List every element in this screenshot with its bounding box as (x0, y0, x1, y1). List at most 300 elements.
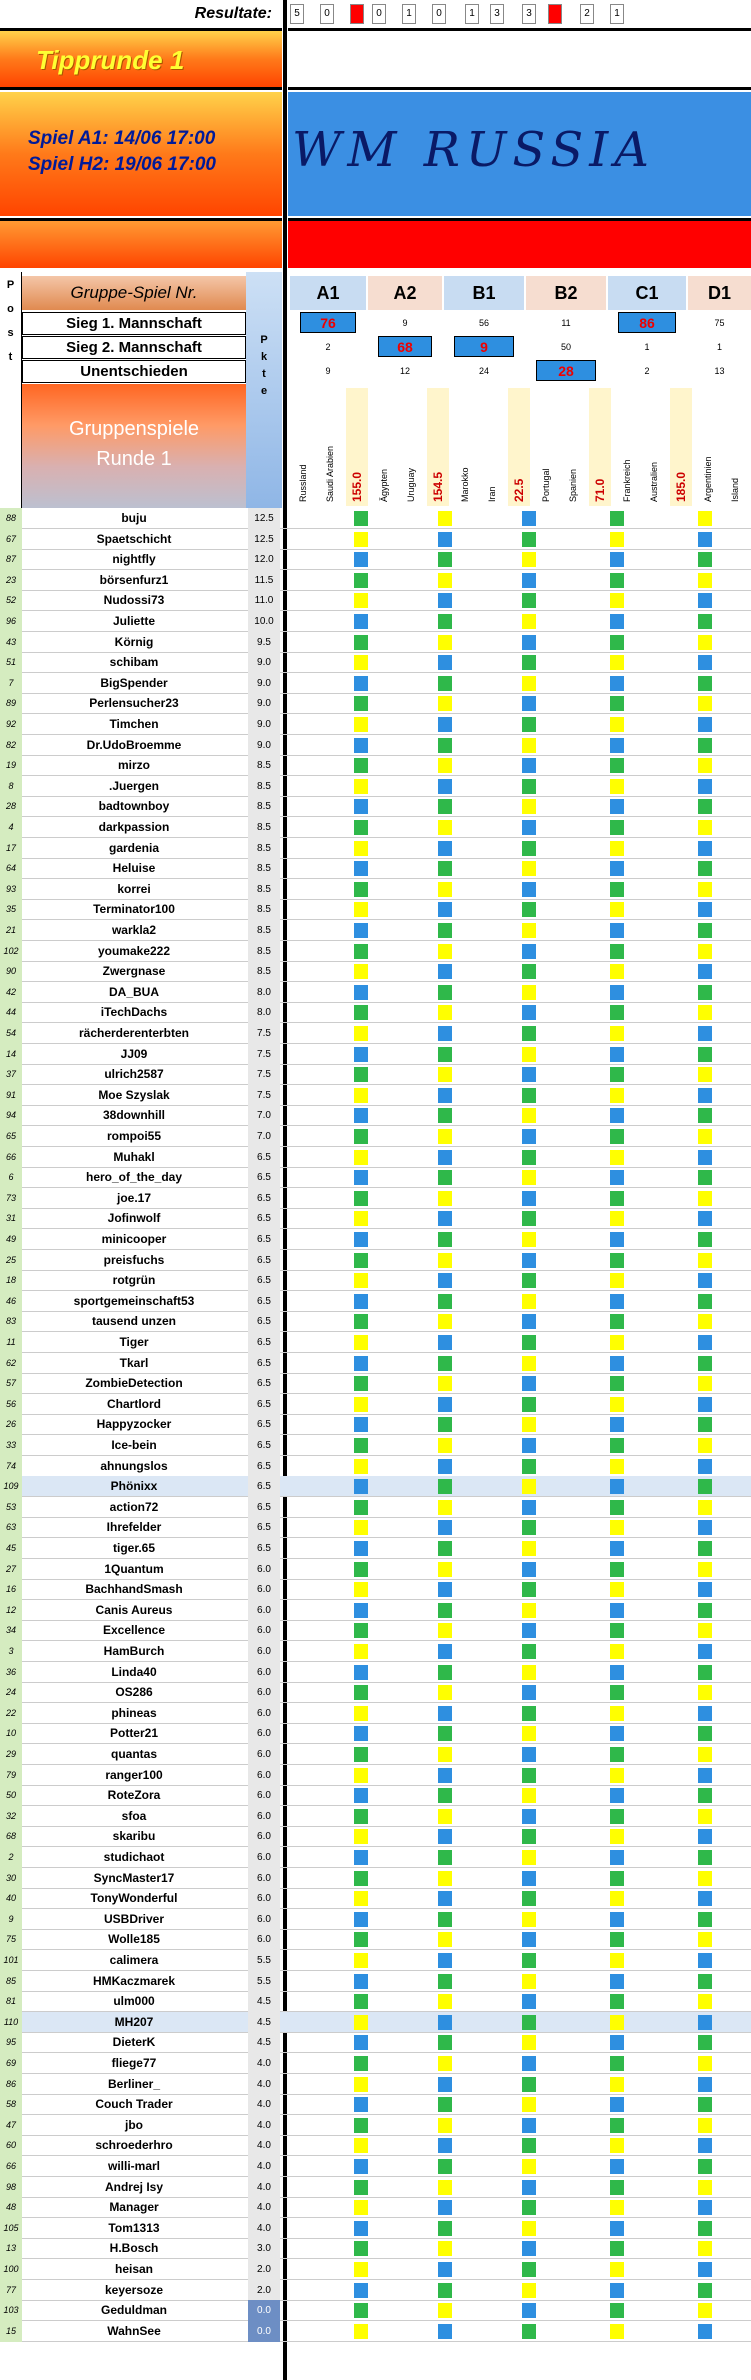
player-name: Tom1313 (108, 2220, 160, 2235)
player-row[interactable] (0, 755, 751, 776)
player-points: 12.5 (248, 508, 280, 529)
red-strip (288, 218, 751, 268)
tip-highlight (522, 964, 536, 979)
spiel-h2: Spiel H2: 19/06 17:00 (28, 154, 216, 175)
tip-highlight (522, 1438, 536, 1453)
player-pos: 6 (0, 1167, 22, 1188)
player-points: 6.5 (248, 1250, 280, 1271)
player-points: 2.0 (248, 2280, 280, 2301)
results-cells (290, 4, 690, 24)
player-row[interactable] (0, 941, 751, 962)
player-row[interactable] (0, 1806, 751, 1827)
player-row[interactable] (0, 673, 751, 694)
tip-highlight (354, 2262, 368, 2277)
player-pos: 74 (0, 1456, 22, 1477)
player-name: badtownboy (98, 799, 170, 814)
player-name: preisfuchs (103, 1252, 165, 1267)
player-row[interactable] (0, 1847, 751, 1868)
player-row[interactable] (0, 1147, 751, 1168)
tip-highlight (354, 1562, 368, 1577)
tip-highlight (522, 2077, 536, 2092)
player-row[interactable] (0, 796, 751, 817)
tip-highlight (610, 1747, 624, 1762)
player-row[interactable] (0, 2177, 751, 2198)
player-row[interactable] (0, 858, 751, 879)
tip-highlight (522, 882, 536, 897)
player-row[interactable] (0, 1538, 751, 1559)
player-row[interactable] (0, 1868, 751, 1889)
player-row[interactable] (0, 1208, 751, 1229)
player-pos: 53 (0, 1497, 22, 1518)
player-row[interactable] (0, 1085, 751, 1106)
player-row[interactable] (0, 1682, 751, 1703)
tip-highlight (610, 1665, 624, 1680)
tip-highlight (522, 1953, 536, 1968)
player-row[interactable] (0, 590, 751, 611)
tip-highlight (698, 738, 712, 753)
player-pos: 37 (0, 1064, 22, 1085)
player-name: schibam (109, 655, 159, 670)
player-row[interactable] (0, 2259, 751, 2280)
player-points: 4.5 (248, 1991, 280, 2012)
tip-highlight (354, 655, 368, 670)
tip-highlight (698, 1871, 712, 1886)
player-points: 6.0 (248, 1909, 280, 1930)
tip-highlight (698, 1314, 712, 1329)
player-row[interactable] (0, 1991, 751, 2012)
player-row[interactable] (0, 1703, 751, 1724)
player-points: 9.0 (248, 673, 280, 694)
tip-highlight (438, 1623, 452, 1638)
tip-highlight (698, 1232, 712, 1247)
player-row[interactable] (0, 1332, 751, 1353)
tip-highlight (610, 1067, 624, 1082)
tip-highlight (698, 552, 712, 567)
player-row[interactable] (0, 1105, 751, 1126)
tip-highlight (522, 799, 536, 814)
tip-highlight (698, 1953, 712, 1968)
tip-highlight (438, 1273, 452, 1288)
result-cell: 3 (522, 4, 536, 24)
player-pos: 28 (0, 796, 22, 817)
player-name: Perlensucher23 (89, 696, 179, 711)
tip-highlight (698, 2200, 712, 2215)
player-row[interactable] (0, 2280, 751, 2301)
tip-highlight (698, 820, 712, 835)
player-points: 6.0 (248, 1579, 280, 1600)
team-name: Russland (298, 464, 308, 502)
tip-highlight (610, 1314, 624, 1329)
tip-highlight (522, 1479, 536, 1494)
player-row[interactable] (0, 1023, 751, 1044)
tip-highlight (522, 1871, 536, 1886)
player-row[interactable] (0, 2238, 751, 2259)
tip-highlight (610, 944, 624, 959)
group-header-b2: B2 (526, 276, 606, 310)
player-points: 8.0 (248, 1002, 280, 1023)
tip-highlight (438, 655, 452, 670)
player-name: joe.17 (116, 1190, 152, 1205)
player-pos: 66 (0, 2156, 22, 2177)
tip-highlight (698, 758, 712, 773)
player-name: buju (121, 511, 147, 525)
player-row[interactable] (0, 1909, 751, 1930)
tip-highlight (354, 2077, 368, 2092)
player-row[interactable] (0, 838, 751, 859)
tip-highlight (438, 1706, 452, 1721)
player-row[interactable] (0, 1826, 751, 1847)
player-row[interactable] (0, 2300, 751, 2321)
tip-highlight (438, 1768, 452, 1783)
tip-highlight (522, 820, 536, 835)
player-points: 8.5 (248, 858, 280, 879)
player-pos: 64 (0, 858, 22, 879)
player-row[interactable] (0, 1765, 751, 1786)
player-row[interactable] (0, 961, 751, 982)
tip-highlight (522, 1335, 536, 1350)
tip-highlight (698, 2303, 712, 2318)
tip-highlight (698, 1376, 712, 1391)
player-row[interactable] (0, 1291, 751, 1312)
player-name: Potter21 (109, 1726, 159, 1741)
player-row[interactable] (0, 2074, 751, 2095)
tip-highlight (610, 1541, 624, 1556)
player-pos: 66 (0, 1147, 22, 1168)
player-name: HMKaczmarek (92, 1973, 176, 1988)
player-row[interactable] (0, 2197, 751, 2218)
tip-highlight (438, 1129, 452, 1144)
player-row[interactable] (0, 2115, 751, 2136)
player-pos: 18 (0, 1270, 22, 1291)
player-name: Jofinwolf (107, 1211, 161, 1226)
player-row[interactable] (0, 1394, 751, 1415)
stat-sieg1-a1: 76 (300, 312, 356, 333)
tip-highlight (522, 1067, 536, 1082)
tip-highlight (438, 1459, 452, 1474)
tip-highlight (698, 1829, 712, 1844)
pkte-letter: P (260, 334, 268, 346)
player-name: iTechDachs (100, 1005, 168, 1020)
tip-highlight (610, 1232, 624, 1247)
tip-highlight (698, 1294, 712, 1309)
player-row[interactable] (0, 1250, 751, 1271)
player-row[interactable] (0, 1641, 751, 1662)
player-name: korrei (117, 881, 151, 896)
tip-highlight (610, 1891, 624, 1906)
tip-highlight (610, 2015, 624, 2030)
player-row[interactable] (0, 1517, 751, 1538)
tip-highlight (698, 861, 712, 876)
tip-highlight (610, 2097, 624, 2112)
player-row[interactable] (0, 1270, 751, 1291)
tip-highlight (354, 1356, 368, 1371)
tip-highlight (698, 1459, 712, 1474)
player-row[interactable] (0, 570, 751, 591)
player-pos: 31 (0, 1208, 22, 1229)
player-row[interactable] (0, 1373, 751, 1394)
tip-highlight (610, 1829, 624, 1844)
tip-highlight (610, 758, 624, 773)
player-points: 6.5 (248, 1270, 280, 1291)
tip-highlight (354, 1376, 368, 1391)
player-row[interactable] (0, 1600, 751, 1621)
result-cell: 3 (490, 4, 504, 24)
result-cell: 0 (372, 4, 386, 24)
tip-highlight (354, 2035, 368, 2050)
tip-highlight (522, 902, 536, 917)
player-row[interactable] (0, 529, 751, 550)
player-name: Excellence (102, 1623, 166, 1638)
tip-highlight (438, 1232, 452, 1247)
stat-sieg2-c1: 1 (644, 342, 650, 352)
player-pos: 67 (0, 529, 22, 550)
player-points: 6.5 (248, 1456, 280, 1477)
tip-highlight (438, 1294, 452, 1309)
player-row[interactable] (0, 1414, 751, 1435)
player-points: 10.0 (248, 611, 280, 632)
tip-highlight (522, 1356, 536, 1371)
tip-highlight (522, 717, 536, 732)
player-row[interactable] (0, 1476, 751, 1497)
tip-highlight (438, 1603, 452, 1618)
player-pos: 79 (0, 1765, 22, 1786)
player-row[interactable] (0, 1126, 751, 1147)
player-pos: 8 (0, 776, 22, 797)
player-row[interactable] (0, 1497, 751, 1518)
tip-highlight (610, 532, 624, 547)
player-row[interactable] (0, 2094, 751, 2115)
player-pos: 42 (0, 982, 22, 1003)
tip-highlight (610, 1706, 624, 1721)
post-letter: t (8, 351, 13, 363)
player-name: Heluise (112, 861, 156, 876)
tip-highlight (438, 882, 452, 897)
tip-highlight (522, 1706, 536, 1721)
player-pos: 109 (0, 1476, 22, 1497)
group-header-d1: D1 (688, 276, 751, 310)
player-row[interactable] (0, 2012, 751, 2033)
player-row[interactable] (0, 1188, 751, 1209)
player-row[interactable] (0, 817, 751, 838)
tip-highlight (610, 799, 624, 814)
player-row[interactable] (0, 1971, 751, 1992)
player-row[interactable] (0, 1167, 751, 1188)
player-row[interactable] (0, 879, 751, 900)
tip-highlight (354, 2056, 368, 2071)
player-row[interactable] (0, 1929, 751, 1950)
player-row[interactable] (0, 1229, 751, 1250)
tip-highlight (438, 1170, 452, 1185)
tip-highlight (522, 2035, 536, 2050)
player-row[interactable] (0, 1662, 751, 1683)
player-row[interactable] (0, 714, 751, 735)
player-name: Körnig (114, 634, 154, 649)
tip-highlight (438, 923, 452, 938)
stat-sieg2-b1: 9 (454, 336, 514, 357)
tip-highlight (354, 532, 368, 547)
player-row[interactable] (0, 1723, 751, 1744)
pkte-letter: t (262, 368, 266, 380)
tip-highlight (610, 861, 624, 876)
player-name: ranger100 (105, 1767, 163, 1782)
tip-highlight (354, 1253, 368, 1268)
tip-highlight (610, 1047, 624, 1062)
player-row[interactable] (0, 1579, 751, 1600)
player-row[interactable] (0, 1888, 751, 1909)
stat-unent-b2: 28 (536, 360, 596, 381)
player-points: 4.0 (248, 2156, 280, 2177)
stat-unent-a1: 9 (325, 366, 331, 376)
stat-sieg2-a2: 68 (378, 336, 432, 357)
player-row[interactable] (0, 693, 751, 714)
player-row[interactable] (0, 652, 751, 673)
sieg1-label: Sieg 1. Mannschaft (22, 312, 246, 335)
tip-highlight (354, 2097, 368, 2112)
player-row[interactable] (0, 1064, 751, 1085)
player-row[interactable] (0, 2156, 751, 2177)
player-pos: 89 (0, 693, 22, 714)
tip-highlight (610, 2077, 624, 2092)
player-points: 4.0 (248, 2218, 280, 2239)
player-row[interactable] (0, 1559, 751, 1580)
tip-highlight (698, 1088, 712, 1103)
tip-highlight (438, 1644, 452, 1659)
player-points: 6.5 (248, 1332, 280, 1353)
player-row[interactable] (0, 1044, 751, 1065)
player-name: fliege77 (111, 2056, 157, 2070)
tip-highlight (698, 1974, 712, 1989)
tip-highlight (522, 2015, 536, 2030)
player-pos: 90 (0, 961, 22, 982)
tip-highlight (522, 1129, 536, 1144)
player-pos: 16 (0, 1579, 22, 1600)
tip-highlight (438, 964, 452, 979)
player-name: USBDriver (103, 1911, 165, 1926)
team-name: Island (730, 477, 740, 502)
tip-highlight (522, 1994, 536, 2009)
player-name: sportgemeinschaft53 (73, 1293, 195, 1308)
player-row[interactable] (0, 611, 751, 632)
tip-highlight (610, 1417, 624, 1432)
player-row[interactable] (0, 1311, 751, 1332)
tip-highlight (698, 1067, 712, 1082)
player-row[interactable] (0, 2032, 751, 2053)
runde-label: Runde 1 (96, 448, 172, 470)
player-row[interactable] (0, 1620, 751, 1641)
player-pos: 62 (0, 1353, 22, 1374)
player-points: 6.5 (248, 1208, 280, 1229)
player-name: Canis Aureus (95, 1602, 173, 1617)
player-points: 4.0 (248, 2094, 280, 2115)
player-row[interactable] (0, 2135, 751, 2156)
player-points: 6.0 (248, 1765, 280, 1786)
player-pos: 54 (0, 1023, 22, 1044)
player-row[interactable] (0, 508, 751, 529)
group-header-c1: C1 (608, 276, 686, 310)
player-points: 6.0 (248, 1888, 280, 1909)
player-pos: 10 (0, 1723, 22, 1744)
tip-highlight (438, 635, 452, 650)
player-row[interactable] (0, 2053, 751, 2074)
player-points: 7.0 (248, 1126, 280, 1147)
tip-highlight (522, 1417, 536, 1432)
player-row[interactable] (0, 920, 751, 941)
tip-highlight (522, 2241, 536, 2256)
player-name: Dr.UdoBroemme (86, 737, 182, 752)
player-row[interactable] (0, 1002, 751, 1023)
player-row[interactable] (0, 632, 751, 653)
tip-highlight (522, 1912, 536, 1927)
player-points: 6.5 (248, 1373, 280, 1394)
tip-highlight (438, 1335, 452, 1350)
team-name: Frankreich (622, 459, 632, 502)
tip-highlight (438, 2056, 452, 2071)
player-row[interactable] (0, 982, 751, 1003)
pkte-letter: e (260, 385, 268, 397)
tip-highlight (522, 635, 536, 650)
player-pos: 21 (0, 920, 22, 941)
player-points: 6.0 (248, 1744, 280, 1765)
player-row[interactable] (0, 1785, 751, 1806)
player-name: BachhandSmash (85, 1582, 183, 1597)
player-points: 2.0 (248, 2259, 280, 2280)
tip-highlight (698, 1005, 712, 1020)
tip-highlight (698, 2180, 712, 2195)
player-row[interactable] (0, 776, 751, 797)
tip-highlight (610, 1335, 624, 1350)
player-name: börsenfurz1 (99, 572, 169, 587)
player-points: 8.5 (248, 796, 280, 817)
tip-highlight (354, 1232, 368, 1247)
tip-highlight (438, 1088, 452, 1103)
stat-unent-b1: 24 (478, 366, 489, 376)
unent-label: Unentschieden (22, 360, 246, 383)
player-points: 8.5 (248, 879, 280, 900)
player-row[interactable] (0, 1744, 751, 1765)
player-pos: 77 (0, 2280, 22, 2301)
player-points: 4.5 (248, 2012, 280, 2033)
player-points: 6.5 (248, 1229, 280, 1250)
player-row[interactable] (0, 899, 751, 920)
player-row[interactable] (0, 1950, 751, 1971)
stat-sieg1-d1: 75 (714, 318, 725, 328)
tip-highlight (522, 779, 536, 794)
tip-highlight (698, 779, 712, 794)
tip-highlight (438, 902, 452, 917)
player-points: 8.5 (248, 755, 280, 776)
player-row[interactable] (0, 1456, 751, 1477)
player-points: 6.5 (248, 1188, 280, 1209)
tip-highlight (354, 1067, 368, 1082)
player-row[interactable] (0, 2321, 751, 2342)
player-points: 6.0 (248, 1785, 280, 1806)
player-row[interactable] (0, 1353, 751, 1374)
tip-highlight (522, 1170, 536, 1185)
player-row[interactable] (0, 549, 751, 570)
player-pos: 69 (0, 2053, 22, 2074)
tip-highlight (522, 1788, 536, 1803)
tip-highlight (610, 779, 624, 794)
player-points: 6.5 (248, 1311, 280, 1332)
tip-highlight (610, 717, 624, 732)
player-name: Chartlord (107, 1396, 161, 1411)
player-row[interactable] (0, 1435, 751, 1456)
player-row[interactable] (0, 735, 751, 756)
tip-highlight (698, 717, 712, 732)
player-row[interactable] (0, 2218, 751, 2239)
tip-highlight (354, 2241, 368, 2256)
tip-highlight (438, 1932, 452, 1947)
